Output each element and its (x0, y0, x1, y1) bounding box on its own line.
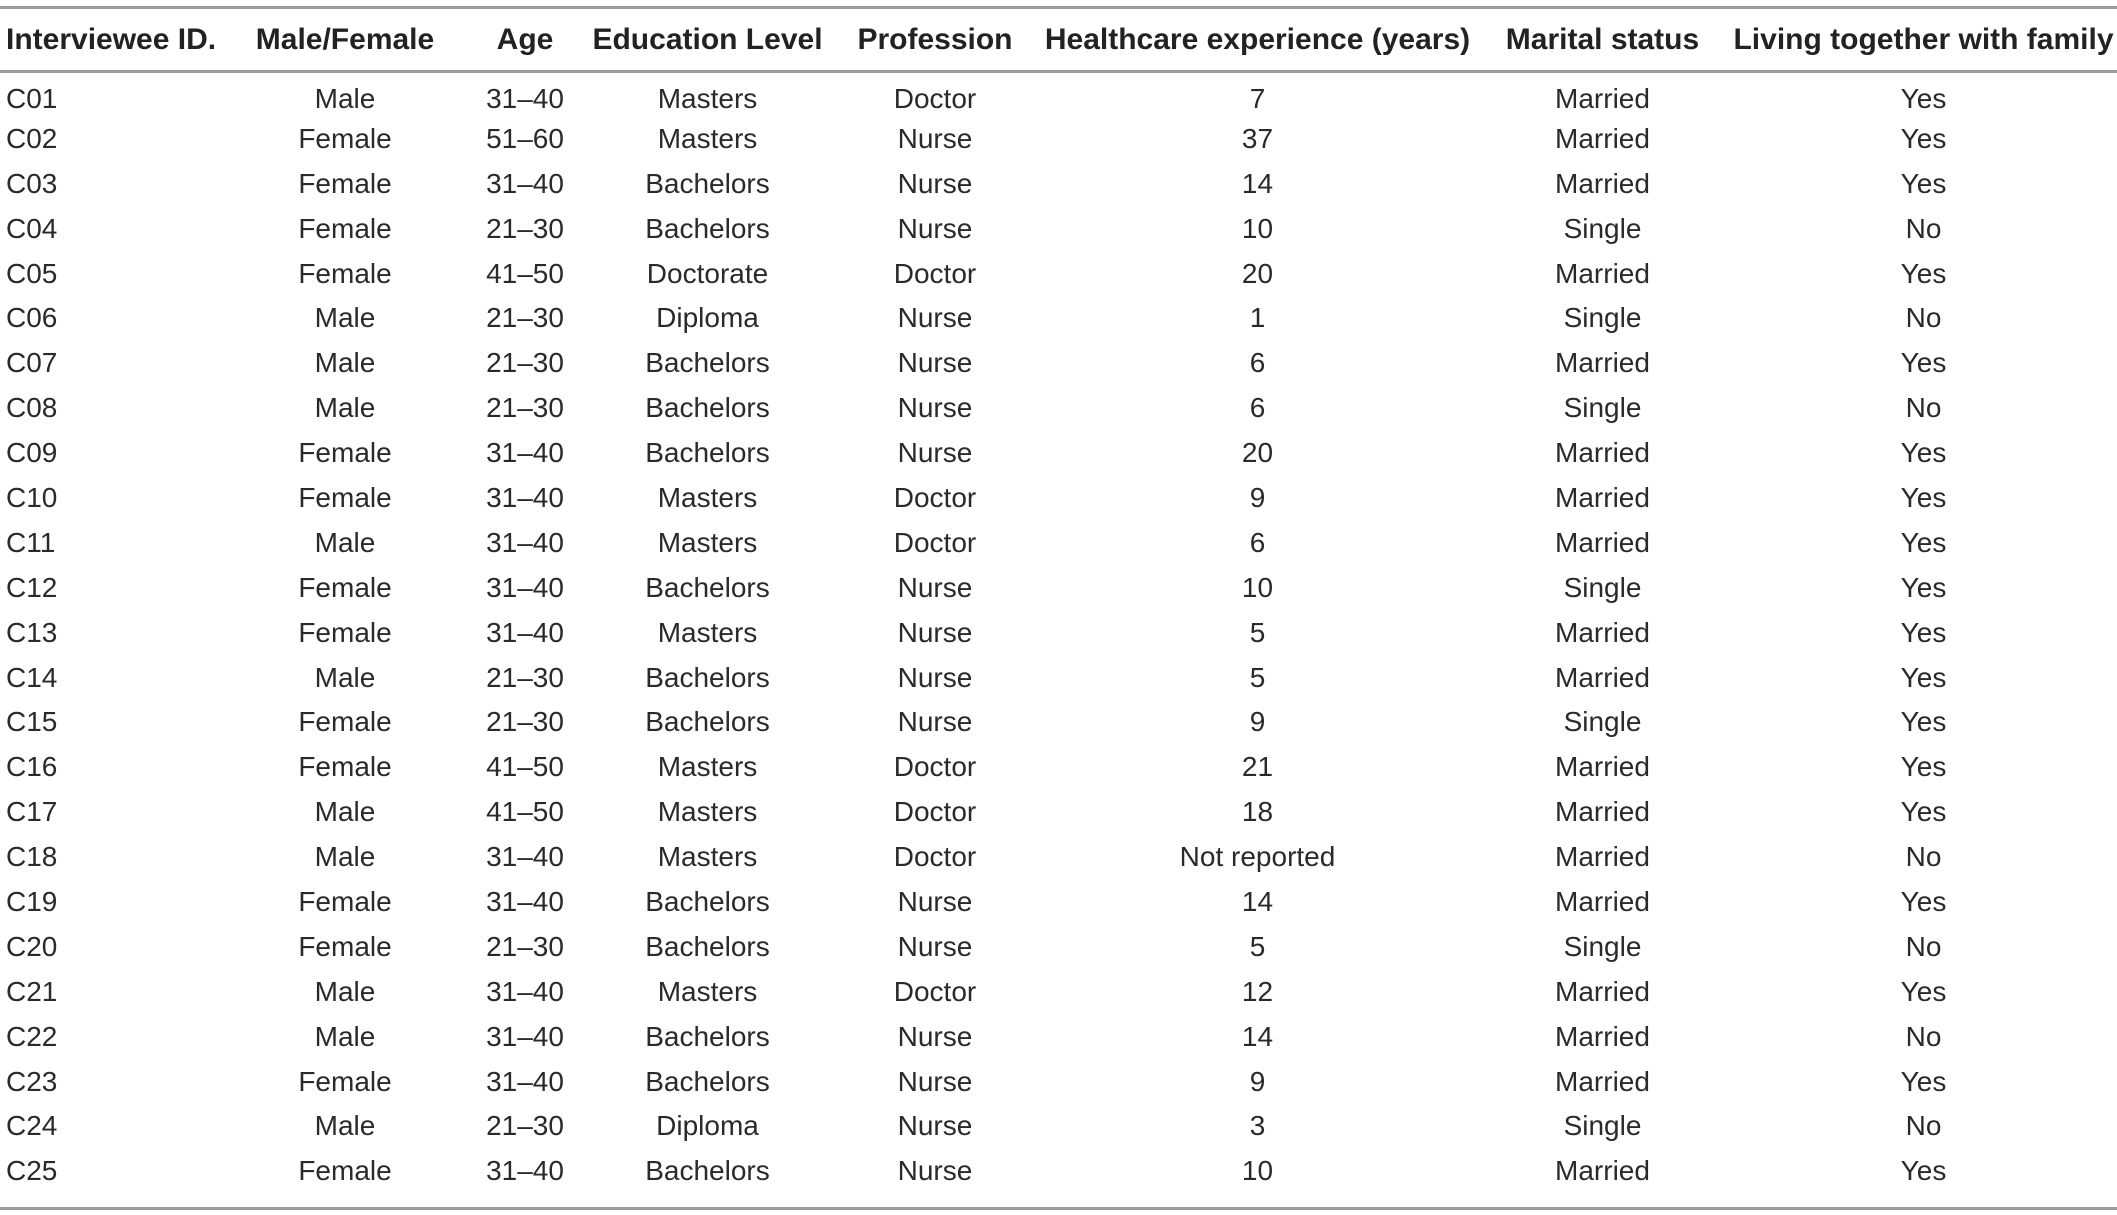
cell-interviewee-id: C23 (6, 1065, 58, 1097)
cell-healthcare-experience: 14 (1241, 167, 1274, 199)
table-row (0, 1149, 2117, 1194)
table-row (0, 1059, 2117, 1104)
cell-profession: Nurse (897, 212, 973, 244)
cell-living-with-family: Yes (1900, 481, 1947, 513)
table-body (0, 72, 2117, 1194)
column-header-gender: Male/Female (225, 8, 465, 72)
cell-education-level: Masters (657, 481, 758, 513)
cell-marital-status: Single (1563, 930, 1642, 962)
cell-living-with-family: Yes (1900, 571, 1947, 603)
cell-profession: Nurse (897, 706, 973, 738)
cell-healthcare-experience: 9 (1249, 1065, 1266, 1097)
cell-gender: Female (298, 706, 392, 738)
cell-age: 31–40 (486, 437, 564, 469)
cell-living-with-family: Yes (1900, 122, 1947, 154)
cell-age: 31–40 (486, 1065, 564, 1097)
cell-profession: Doctor (893, 841, 977, 873)
cell-age: 31–40 (486, 975, 564, 1007)
cell-education-level: Bachelors (645, 392, 770, 424)
cell-healthcare-experience: 9 (1249, 706, 1266, 738)
cell-healthcare-experience: 10 (1241, 1155, 1274, 1187)
cell-age: 31–40 (486, 481, 564, 513)
cell-gender: Male (314, 796, 376, 828)
cell-education-level: Masters (657, 796, 758, 828)
cell-education-level: Masters (657, 82, 758, 114)
cell-marital-status: Single (1563, 302, 1642, 334)
cell-interviewee-id: C21 (6, 975, 58, 1007)
cell-living-with-family: Yes (1900, 257, 1947, 289)
cell-living-with-family: No (1905, 302, 1942, 334)
cell-interviewee-id: C24 (6, 1110, 58, 1142)
cell-healthcare-experience: 21 (1241, 751, 1274, 783)
cell-profession: Nurse (897, 347, 973, 379)
cell-gender: Male (314, 1020, 376, 1052)
cell-marital-status: Married (1555, 975, 1650, 1007)
cell-living-with-family: Yes (1900, 1155, 1947, 1187)
cell-education-level: Bachelors (645, 930, 770, 962)
cell-healthcare-experience: 7 (1249, 82, 1266, 114)
cell-interviewee-id: C22 (6, 1020, 58, 1052)
cell-marital-status: Single (1563, 706, 1642, 738)
cell-marital-status: Single (1563, 392, 1642, 424)
cell-healthcare-experience: 10 (1241, 571, 1274, 603)
table-row (0, 341, 2117, 386)
cell-gender: Female (298, 751, 392, 783)
column-header-education-level: Education Level (585, 8, 830, 72)
cell-healthcare-experience: 3 (1249, 1110, 1266, 1142)
cell-education-level: Masters (657, 751, 758, 783)
cell-interviewee-id: C12 (6, 571, 58, 603)
cell-healthcare-experience: 1 (1249, 302, 1266, 334)
cell-profession: Nurse (897, 661, 973, 693)
cell-profession: Nurse (897, 885, 973, 917)
cell-healthcare-experience: 12 (1241, 975, 1274, 1007)
cell-profession: Nurse (897, 1110, 973, 1142)
cell-interviewee-id: C05 (6, 257, 58, 289)
cell-interviewee-id: C14 (6, 661, 58, 693)
cell-marital-status: Married (1555, 257, 1650, 289)
cell-marital-status: Married (1555, 885, 1650, 917)
cell-interviewee-id: C08 (6, 392, 58, 424)
column-header-living-with-family: Living together with family (1730, 8, 2117, 72)
cell-gender: Male (314, 347, 376, 379)
cell-gender: Male (314, 82, 376, 114)
cell-living-with-family: No (1905, 392, 1942, 424)
cell-interviewee-id: C06 (6, 302, 58, 334)
column-header-healthcare-experience: Healthcare experience (years) (1040, 8, 1475, 72)
cell-healthcare-experience: 6 (1249, 392, 1266, 424)
cell-gender: Male (314, 975, 376, 1007)
cell-marital-status: Married (1555, 437, 1650, 469)
cell-healthcare-experience: 5 (1249, 661, 1266, 693)
cell-gender: Male (314, 661, 376, 693)
table-row (0, 431, 2117, 476)
cell-interviewee-id: C13 (6, 616, 58, 648)
cell-age: 21–30 (486, 212, 564, 244)
cell-education-level: Masters (657, 122, 758, 154)
cell-interviewee-id: C01 (6, 82, 58, 114)
cell-living-with-family: Yes (1900, 796, 1947, 828)
cell-education-level: Bachelors (645, 661, 770, 693)
cell-interviewee-id: C02 (6, 122, 58, 154)
cell-education-level: Bachelors (645, 1065, 770, 1097)
cell-profession: Nurse (897, 930, 973, 962)
cell-age: 51–60 (486, 122, 564, 154)
cell-age: 41–50 (486, 796, 564, 828)
cell-healthcare-experience: 18 (1241, 796, 1274, 828)
cell-healthcare-experience: Not reported (1179, 841, 1336, 873)
cell-living-with-family: No (1905, 212, 1942, 244)
cell-profession: Nurse (897, 616, 973, 648)
cell-gender: Female (298, 212, 392, 244)
table-row (0, 72, 2117, 117)
header-row (0, 8, 2117, 72)
cell-living-with-family: Yes (1900, 526, 1947, 558)
cell-profession: Nurse (897, 1020, 973, 1052)
cell-profession: Doctor (893, 481, 977, 513)
interviewee-table-container (0, 6, 2117, 1194)
cell-marital-status: Married (1555, 481, 1650, 513)
cell-education-level: Bachelors (645, 1020, 770, 1052)
table-row (0, 476, 2117, 521)
cell-profession: Nurse (897, 392, 973, 424)
interviewee-table (0, 6, 2117, 1194)
cell-interviewee-id: C20 (6, 930, 58, 962)
cell-healthcare-experience: 20 (1241, 437, 1274, 469)
cell-healthcare-experience: 14 (1241, 885, 1274, 917)
cell-age: 31–40 (486, 167, 564, 199)
cell-living-with-family: Yes (1900, 616, 1947, 648)
cell-living-with-family: Yes (1900, 1065, 1947, 1097)
cell-interviewee-id: C07 (6, 347, 58, 379)
cell-profession: Nurse (897, 1155, 973, 1187)
cell-gender: Female (298, 167, 392, 199)
table-row (0, 206, 2117, 251)
cell-gender: Female (298, 257, 392, 289)
table-row (0, 610, 2117, 655)
cell-education-level: Bachelors (645, 885, 770, 917)
cell-education-level: Diploma (656, 302, 759, 334)
cell-age: 21–30 (486, 930, 564, 962)
table-row (0, 745, 2117, 790)
cell-gender: Female (298, 1065, 392, 1097)
table-row (0, 251, 2117, 296)
cell-profession: Doctor (893, 975, 977, 1007)
column-header-marital-status: Marital status (1475, 8, 1730, 72)
table-row (0, 296, 2117, 341)
table-row (0, 880, 2117, 925)
table-row (0, 520, 2117, 565)
cell-profession: Nurse (897, 571, 973, 603)
cell-gender: Male (314, 526, 376, 558)
cell-marital-status: Married (1555, 526, 1650, 558)
cell-interviewee-id: C16 (6, 751, 58, 783)
cell-healthcare-experience: 9 (1249, 481, 1266, 513)
cell-profession: Nurse (897, 437, 973, 469)
cell-profession: Doctor (893, 526, 977, 558)
cell-gender: Male (314, 302, 376, 334)
cell-gender: Male (314, 1110, 376, 1142)
table-row (0, 1104, 2117, 1149)
column-header-profession: Profession (830, 8, 1040, 72)
cell-age: 21–30 (486, 392, 564, 424)
cell-age: 31–40 (486, 841, 564, 873)
cell-education-level: Masters (657, 526, 758, 558)
cell-living-with-family: Yes (1900, 706, 1947, 738)
cell-age: 31–40 (486, 1020, 564, 1052)
table-row (0, 565, 2117, 610)
cell-profession: Nurse (897, 167, 973, 199)
cell-age: 41–50 (486, 751, 564, 783)
cell-education-level: Bachelors (645, 212, 770, 244)
cell-age: 31–40 (486, 82, 564, 114)
cell-healthcare-experience: 20 (1241, 257, 1274, 289)
cell-marital-status: Single (1563, 212, 1642, 244)
cell-education-level: Bachelors (645, 706, 770, 738)
cell-living-with-family: No (1905, 1110, 1942, 1142)
table-row (0, 116, 2117, 161)
cell-healthcare-experience: 10 (1241, 212, 1274, 244)
cell-profession: Doctor (893, 751, 977, 783)
table-row (0, 700, 2117, 745)
cell-education-level: Masters (657, 841, 758, 873)
cell-marital-status: Married (1555, 1155, 1650, 1187)
table-row (0, 924, 2117, 969)
cell-healthcare-experience: 5 (1249, 930, 1266, 962)
column-header-age: Age (465, 8, 585, 72)
cell-age: 31–40 (486, 885, 564, 917)
cell-interviewee-id: C25 (6, 1155, 58, 1187)
cell-healthcare-experience: 37 (1241, 122, 1274, 154)
cell-profession: Nurse (897, 1065, 973, 1097)
table-row (0, 790, 2117, 835)
cell-interviewee-id: C19 (6, 885, 58, 917)
cell-age: 21–30 (486, 302, 564, 334)
table-row (0, 386, 2117, 431)
cell-marital-status: Single (1563, 571, 1642, 603)
cell-age: 41–50 (486, 257, 564, 289)
cell-marital-status: Married (1555, 347, 1650, 379)
table-row (0, 1014, 2117, 1059)
cell-living-with-family: Yes (1900, 751, 1947, 783)
cell-living-with-family: No (1905, 1020, 1942, 1052)
cell-marital-status: Married (1555, 796, 1650, 828)
table-bottom-rule (0, 1207, 2117, 1210)
cell-interviewee-id: C04 (6, 212, 58, 244)
cell-age: 31–40 (486, 616, 564, 648)
cell-living-with-family: Yes (1900, 975, 1947, 1007)
cell-interviewee-id: C18 (6, 841, 58, 873)
cell-gender: Female (298, 616, 392, 648)
cell-marital-status: Single (1563, 1110, 1642, 1142)
cell-profession: Doctor (893, 82, 977, 114)
cell-education-level: Masters (657, 975, 758, 1007)
table-header (0, 8, 2117, 72)
cell-profession: Nurse (897, 122, 973, 154)
cell-profession: Doctor (893, 796, 977, 828)
cell-age: 21–30 (486, 706, 564, 738)
cell-gender: Female (298, 122, 392, 154)
cell-gender: Male (314, 841, 376, 873)
cell-living-with-family: No (1905, 841, 1942, 873)
table-row (0, 161, 2117, 206)
cell-marital-status: Married (1555, 616, 1650, 648)
cell-age: 21–30 (486, 347, 564, 379)
cell-living-with-family: Yes (1900, 437, 1947, 469)
cell-education-level: Bachelors (645, 347, 770, 379)
table-row (0, 655, 2117, 700)
cell-age: 31–40 (486, 1155, 564, 1187)
cell-healthcare-experience: 6 (1249, 347, 1266, 379)
cell-living-with-family: Yes (1900, 167, 1947, 199)
cell-marital-status: Married (1555, 661, 1650, 693)
cell-interviewee-id: C03 (6, 167, 58, 199)
cell-marital-status: Married (1555, 1020, 1650, 1052)
cell-interviewee-id: C17 (6, 796, 58, 828)
cell-age: 31–40 (486, 571, 564, 603)
cell-living-with-family: Yes (1900, 347, 1947, 379)
cell-interviewee-id: C10 (6, 481, 58, 513)
cell-healthcare-experience: 14 (1241, 1020, 1274, 1052)
table-row (0, 969, 2117, 1014)
cell-profession: Nurse (897, 302, 973, 334)
cell-profession: Doctor (893, 257, 977, 289)
cell-education-level: Bachelors (645, 571, 770, 603)
cell-education-level: Bachelors (645, 1155, 770, 1187)
cell-interviewee-id: C15 (6, 706, 58, 738)
cell-age: 21–30 (486, 661, 564, 693)
cell-healthcare-experience: 6 (1249, 526, 1266, 558)
cell-living-with-family: Yes (1900, 82, 1947, 114)
cell-marital-status: Married (1555, 841, 1650, 873)
cell-gender: Female (298, 437, 392, 469)
cell-marital-status: Married (1555, 1065, 1650, 1097)
cell-education-level: Doctorate (646, 257, 769, 289)
cell-interviewee-id: C11 (6, 526, 56, 558)
cell-education-level: Diploma (656, 1110, 759, 1142)
cell-age: 31–40 (486, 526, 564, 558)
cell-healthcare-experience: 5 (1249, 616, 1266, 648)
cell-gender: Female (298, 481, 392, 513)
cell-gender: Female (298, 885, 392, 917)
cell-marital-status: Married (1555, 167, 1650, 199)
cell-gender: Male (314, 392, 376, 424)
cell-marital-status: Married (1555, 82, 1650, 114)
column-header-interviewee-id: Interviewee ID. (0, 8, 225, 72)
cell-gender: Female (298, 571, 392, 603)
cell-age: 21–30 (486, 1110, 564, 1142)
cell-education-level: Bachelors (645, 437, 770, 469)
cell-living-with-family: Yes (1900, 885, 1947, 917)
cell-gender: Female (298, 1155, 392, 1187)
cell-education-level: Bachelors (645, 167, 770, 199)
cell-marital-status: Married (1555, 122, 1650, 154)
cell-marital-status: Married (1555, 751, 1650, 783)
cell-living-with-family: Yes (1900, 661, 1947, 693)
table-row (0, 835, 2117, 880)
cell-living-with-family: No (1905, 930, 1942, 962)
cell-gender: Female (298, 930, 392, 962)
cell-interviewee-id: C09 (6, 437, 58, 469)
cell-education-level: Masters (657, 616, 758, 648)
